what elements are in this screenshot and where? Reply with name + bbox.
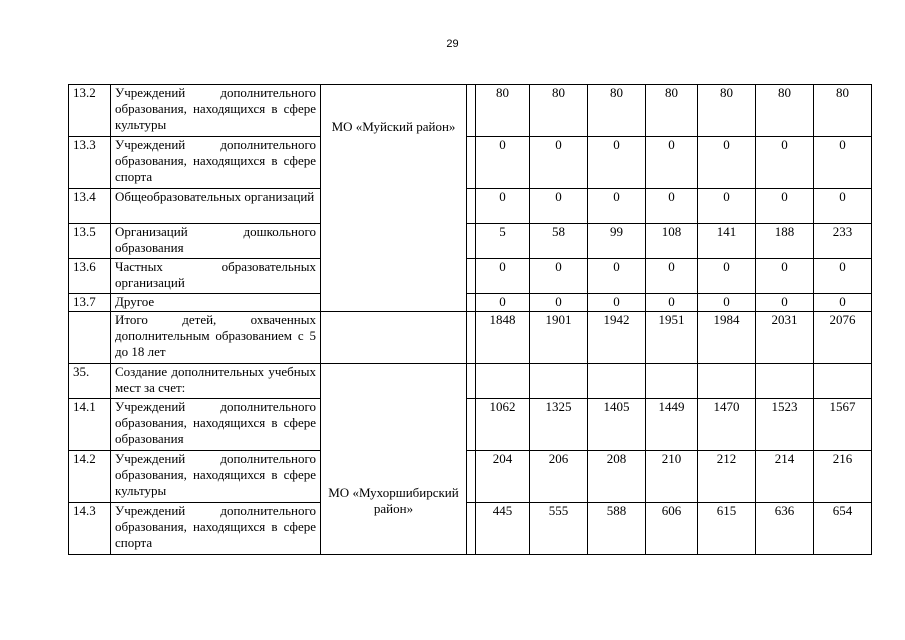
value-cell: 0: [646, 189, 698, 224]
value-cell: 0: [698, 294, 756, 312]
value-cell: [646, 364, 698, 399]
value-cell: 0: [814, 137, 872, 189]
value-cell: 1567: [814, 399, 872, 451]
value-cell: 0: [756, 259, 814, 294]
municipality-cell-empty: [321, 312, 467, 364]
table-row: [69, 503, 872, 555]
value-cell: 0: [530, 259, 588, 294]
value-cell: 0: [756, 294, 814, 312]
municipality-cell: [321, 364, 467, 555]
value-cell: 204: [476, 451, 530, 503]
value-cell: 445: [476, 503, 530, 555]
value-cell: 1405: [588, 399, 646, 451]
value-cell: 0: [530, 189, 588, 224]
value-cell: 80: [588, 85, 646, 137]
table-row: [69, 259, 872, 294]
value-cell: 58: [530, 224, 588, 259]
value-cell: [476, 364, 530, 399]
row-name: Учреждений дополнительного образования, находящихся в сфере культуры: [111, 85, 321, 137]
row-number: 13.5: [69, 224, 111, 259]
value-cell: 0: [814, 259, 872, 294]
page-number: 29: [446, 38, 459, 50]
value-cell: 1901: [530, 312, 588, 364]
row-number: [69, 312, 111, 364]
value-cell: 80: [756, 85, 814, 137]
value-cell: 0: [588, 189, 646, 224]
value-cell: 0: [588, 259, 646, 294]
value-cell: 1848: [476, 312, 530, 364]
value-cell: 0: [814, 294, 872, 312]
value-cell: 214: [756, 451, 814, 503]
value-cell: 0: [646, 294, 698, 312]
value-cell: 0: [530, 294, 588, 312]
value-cell: 1951: [646, 312, 698, 364]
value-cell: 0: [698, 137, 756, 189]
value-cell: 0: [476, 259, 530, 294]
value-cell: 1449: [646, 399, 698, 451]
value-cell: 0: [588, 294, 646, 312]
row-name: Итого детей, охваченных дополнительным образованием с 5 до 18 лет: [111, 312, 321, 364]
row-name: Другое: [111, 294, 321, 312]
value-cell: [588, 364, 646, 399]
table-row: [69, 85, 872, 137]
municipality-cell: [321, 85, 467, 312]
value-cell: 80: [646, 85, 698, 137]
row-number: 14.1: [69, 399, 111, 451]
value-cell: 0: [476, 137, 530, 189]
value-cell: [698, 364, 756, 399]
row-name: Общеобразовательных организаций: [111, 189, 321, 224]
row-number: 14.3: [69, 503, 111, 555]
value-cell: 80: [530, 85, 588, 137]
value-cell: [530, 364, 588, 399]
table-row: [69, 364, 872, 399]
row-number: 13.7: [69, 294, 111, 312]
value-cell: 606: [646, 503, 698, 555]
value-cell: 0: [698, 189, 756, 224]
table-row: [69, 294, 872, 312]
row-number: 13.6: [69, 259, 111, 294]
row-number: 13.2: [69, 85, 111, 137]
row-name: Учреждений дополнительного образования, находящихся в сфере культуры: [111, 451, 321, 503]
municipality-name: МО «Муйский район»: [331, 119, 456, 134]
table-row: [69, 189, 872, 224]
value-cell: 1984: [698, 312, 756, 364]
table-row: [69, 451, 872, 503]
value-cell: 2076: [814, 312, 872, 364]
row-name: Учреждений дополнительного образования, находящихся в сфере спорта: [111, 137, 321, 189]
value-cell: 108: [646, 224, 698, 259]
row-name: Учреждений дополнительного образования, находящихся в сфере образования: [111, 399, 321, 451]
row-number: 13.3: [69, 137, 111, 189]
value-cell: 1325: [530, 399, 588, 451]
value-cell: 0: [814, 189, 872, 224]
value-cell: 636: [756, 503, 814, 555]
value-cell: 1523: [756, 399, 814, 451]
table-row-total: [69, 312, 872, 364]
value-cell: 654: [814, 503, 872, 555]
value-cell: 99: [588, 224, 646, 259]
value-cell: 80: [476, 85, 530, 137]
value-cell: 0: [756, 189, 814, 224]
value-cell: 0: [588, 137, 646, 189]
row-name: Учреждений дополнительного образования, находящихся в сфере спорта: [111, 503, 321, 555]
value-cell: [814, 364, 872, 399]
value-cell: 615: [698, 503, 756, 555]
value-cell: 588: [588, 503, 646, 555]
row-number: 14.2: [69, 451, 111, 503]
data-table: [68, 84, 872, 555]
value-cell: 206: [530, 451, 588, 503]
value-cell: 216: [814, 451, 872, 503]
value-cell: 1062: [476, 399, 530, 451]
value-cell: 0: [756, 137, 814, 189]
value-cell: 0: [530, 137, 588, 189]
value-cell: 0: [646, 259, 698, 294]
row-number: 35.: [69, 364, 111, 399]
value-cell: 0: [476, 294, 530, 312]
value-cell: 0: [646, 137, 698, 189]
row-name: Организаций дошкольного образования: [111, 224, 321, 259]
value-cell: 208: [588, 451, 646, 503]
value-cell: 80: [814, 85, 872, 137]
row-number: 13.4: [69, 189, 111, 224]
value-cell: 0: [698, 259, 756, 294]
table-row: [69, 224, 872, 259]
value-cell: 188: [756, 224, 814, 259]
value-cell: 212: [698, 451, 756, 503]
value-cell: 2031: [756, 312, 814, 364]
row-name: Частных образовательных организаций: [111, 259, 321, 294]
value-cell: 1470: [698, 399, 756, 451]
value-cell: 555: [530, 503, 588, 555]
row-name: Создание дополнительных учебных мест за счет:: [111, 364, 321, 399]
value-cell: 80: [698, 85, 756, 137]
table-row: [69, 399, 872, 451]
value-cell: 1942: [588, 312, 646, 364]
value-cell: 5: [476, 224, 530, 259]
value-cell: 0: [476, 189, 530, 224]
value-cell: 141: [698, 224, 756, 259]
value-cell: [756, 364, 814, 399]
value-cell: 233: [814, 224, 872, 259]
value-cell: 210: [646, 451, 698, 503]
table-row: [69, 137, 872, 189]
municipality-name: МО «Мухоршибирский район»: [328, 485, 459, 516]
